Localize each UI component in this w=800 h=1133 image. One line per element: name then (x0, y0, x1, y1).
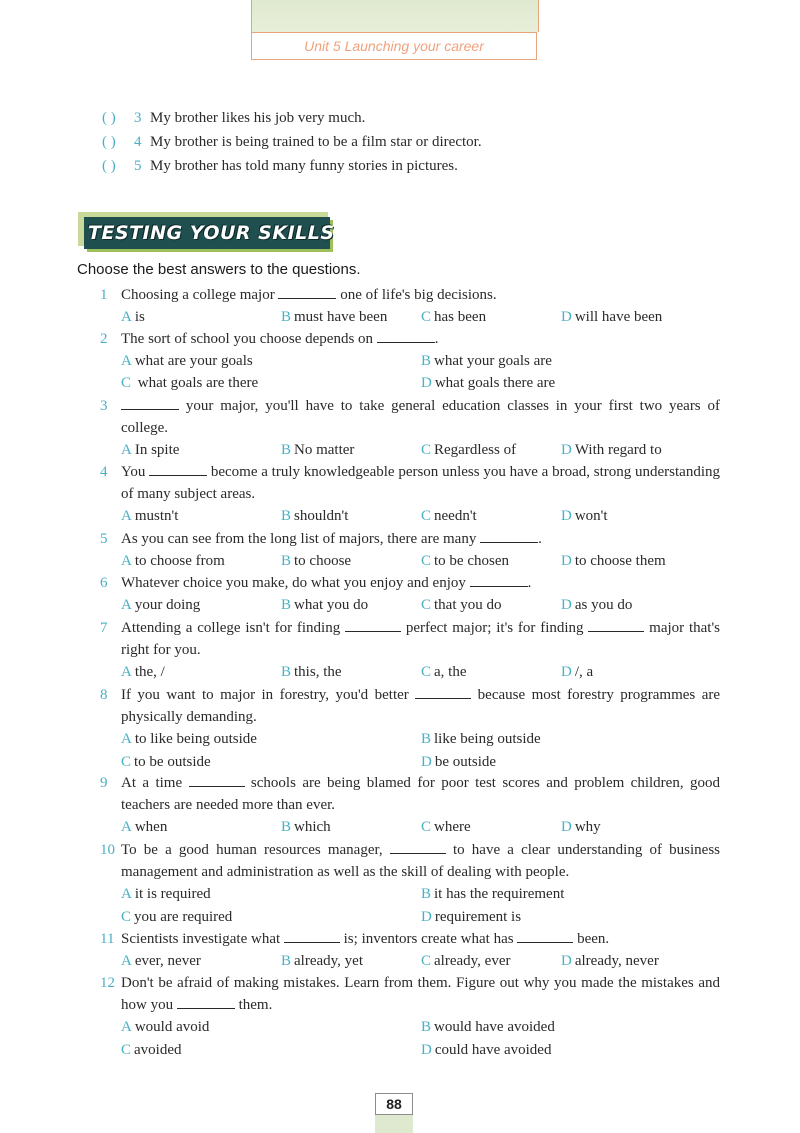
options-row (121, 306, 720, 328)
question-number: 3 (100, 398, 108, 414)
option-c[interactable] (121, 751, 211, 773)
option-d[interactable] (421, 1039, 551, 1061)
option-letter: A (121, 442, 132, 459)
option-c[interactable] (421, 439, 516, 461)
option-b[interactable] (281, 550, 351, 572)
option-a[interactable] (121, 350, 253, 372)
question-text-part: been. (573, 931, 610, 947)
option-text: requirement is (434, 908, 522, 925)
options-row (121, 1039, 720, 1061)
options-row (121, 439, 720, 461)
question-text-part: If you want to major in forestry, you'd better (121, 687, 416, 703)
option-d[interactable] (561, 550, 666, 572)
option-text: where (434, 819, 471, 836)
question-text (121, 528, 720, 550)
page-number: 88 (375, 1093, 413, 1115)
option-letter: C (421, 597, 432, 614)
option-letter: C (121, 375, 132, 392)
option-letter: A (121, 731, 132, 748)
option-b[interactable] (281, 306, 387, 328)
question-text-part: Don't be afraid of making mistakes. Learn from them. Figure out why you made the mistakes and how you (121, 975, 720, 1014)
options-row (121, 883, 720, 905)
option-a[interactable] (121, 439, 179, 461)
option-text: like being outside (434, 731, 541, 748)
answer-blank[interactable] (177, 995, 235, 1009)
question-text-part: Choosing a college major (121, 287, 279, 303)
question-11 (100, 928, 720, 972)
option-letter: C (121, 753, 132, 770)
option-a[interactable] (121, 594, 200, 616)
question-text (121, 395, 720, 439)
option-letter: D (561, 553, 572, 570)
option-letter: D (561, 664, 572, 681)
question-text-part: Attending a college isn't for finding (121, 620, 346, 636)
answer-blank[interactable] (189, 773, 245, 787)
option-text: to be chosen (434, 553, 509, 570)
option-letter: A (121, 553, 132, 570)
answer-blank[interactable] (345, 618, 401, 632)
options-row (121, 751, 720, 773)
options-row (121, 550, 720, 572)
option-letter: D (561, 597, 572, 614)
answer-blank[interactable] (470, 573, 528, 587)
question-number: 11 (100, 931, 115, 947)
question-4 (100, 461, 720, 528)
option-letter: B (281, 309, 292, 326)
option-a[interactable] (121, 883, 211, 905)
section-banner-title: TESTING YOUR SKILLS (88, 222, 335, 244)
option-d[interactable] (561, 816, 601, 838)
option-b[interactable] (281, 594, 368, 616)
option-d[interactable] (421, 751, 496, 773)
instruction: Choose the best answers to the questions. (77, 261, 361, 278)
option-text: be outside (434, 753, 497, 770)
option-c[interactable] (121, 372, 258, 394)
options-row (121, 594, 720, 616)
option-letter: B (281, 953, 292, 970)
option-text: mustn't (134, 508, 179, 525)
option-text: In spite (134, 442, 180, 459)
answer-paren: ( ) (102, 158, 116, 174)
option-text: already, ever (434, 953, 511, 970)
option-letter: A (121, 664, 132, 681)
option-c[interactable] (421, 950, 511, 972)
options-row (121, 372, 720, 394)
option-b[interactable] (281, 816, 331, 838)
option-text: what goals are there (134, 375, 259, 392)
question-text (121, 972, 720, 1016)
option-text: With regard to (574, 442, 662, 459)
question-number: 9 (100, 775, 108, 791)
question-text-part: At a time (121, 775, 189, 791)
option-letter: D (561, 442, 572, 459)
question-text-part: your major, you'll have to take general education classes in your first two years of college. (121, 398, 720, 437)
option-text: could have avoided (434, 1041, 552, 1058)
question-text-part: Scientists investigate what (121, 931, 284, 947)
question-text-part: You (121, 464, 150, 480)
question-number: 8 (100, 687, 108, 703)
option-a[interactable] (121, 661, 165, 683)
option-a[interactable] (121, 728, 257, 750)
option-b[interactable] (281, 661, 342, 683)
option-text: is (134, 309, 145, 326)
option-d[interactable] (561, 594, 632, 616)
option-text: has been (434, 309, 487, 326)
option-text: to be outside (134, 753, 211, 770)
question-number: 10 (100, 842, 115, 858)
question-text (121, 328, 720, 350)
option-text: it is required (134, 886, 211, 903)
question-6 (100, 572, 720, 616)
unit-title: Unit 5 Launching your career (251, 32, 537, 60)
option-c[interactable] (421, 594, 502, 616)
question-text-part: . (538, 531, 542, 547)
option-text: what you do (294, 597, 369, 614)
question-text-part: because most forestry programmes are physically demanding. (121, 687, 721, 726)
options-row (121, 906, 720, 928)
option-d[interactable] (421, 906, 521, 928)
option-text: would have avoided (434, 1019, 555, 1036)
option-letter: A (121, 886, 132, 903)
option-letter: C (421, 819, 432, 836)
option-text: already, yet (294, 953, 364, 970)
option-text: will have been (574, 309, 663, 326)
question-number: 2 (100, 331, 108, 347)
option-d[interactable] (561, 306, 662, 328)
option-text: No matter (294, 442, 355, 459)
option-letter: B (281, 508, 292, 525)
question-number: 7 (100, 620, 108, 636)
option-text: to choose them (574, 553, 666, 570)
question-number: 12 (100, 975, 115, 991)
options-row (121, 1016, 720, 1038)
option-text: you are required (134, 908, 233, 925)
option-c[interactable] (121, 1039, 182, 1061)
option-text: that you do (434, 597, 502, 614)
option-letter: D (421, 1041, 432, 1058)
option-letter: B (281, 819, 292, 836)
option-letter: C (421, 664, 432, 681)
option-d[interactable] (561, 505, 608, 527)
options-row (121, 350, 720, 372)
option-text: shouldn't (294, 508, 349, 525)
question-number: 1 (100, 287, 108, 303)
option-text: what are your goals (134, 353, 253, 370)
option-letter: D (561, 819, 572, 836)
option-text: a, the (434, 664, 467, 681)
question-text-part: schools are being blamed for poor test scores and problem children, good teachers are needed more than ever. (121, 775, 720, 814)
option-b[interactable] (421, 883, 564, 905)
question-7 (100, 617, 720, 684)
options-row (121, 816, 720, 838)
question-5 (100, 528, 720, 572)
statement-text: My brother has told many funny stories in pictures. (150, 158, 458, 174)
option-letter: D (421, 375, 432, 392)
option-letter: B (281, 664, 292, 681)
question-text (121, 928, 720, 950)
option-letter: A (121, 597, 132, 614)
question-number: 6 (100, 575, 108, 591)
option-d[interactable] (561, 950, 659, 972)
option-text: ever, never (134, 953, 201, 970)
option-letter: A (121, 508, 132, 525)
option-letter: C (421, 953, 432, 970)
option-text: as you do (574, 597, 633, 614)
option-b[interactable] (281, 950, 363, 972)
statement-number: 5 (134, 158, 142, 174)
option-b[interactable] (421, 350, 552, 372)
option-text: must have been (294, 309, 388, 326)
options-row (121, 728, 720, 750)
option-letter: B (421, 1019, 432, 1036)
statement-3 (102, 108, 365, 128)
question-3 (100, 395, 720, 462)
option-letter: C (121, 1041, 132, 1058)
options-row (121, 661, 720, 683)
question-text-part: Whatever choice you make, do what you enjoy and enjoy (121, 575, 470, 591)
option-text: Regardless of (434, 442, 517, 459)
answer-blank[interactable] (377, 329, 435, 343)
question-text (121, 617, 720, 661)
option-text: needn't (434, 508, 477, 525)
question-text-part: . (434, 331, 439, 347)
option-letter: D (421, 753, 432, 770)
question-text (121, 772, 720, 816)
option-d[interactable] (561, 661, 593, 683)
answer-blank[interactable] (415, 685, 471, 699)
statement-text: My brother likes his job very much. (150, 110, 366, 126)
option-a[interactable] (121, 950, 201, 972)
option-letter: B (281, 597, 292, 614)
option-text: what goals there are (434, 375, 556, 392)
option-text: when (134, 819, 168, 836)
answer-blank[interactable] (480, 529, 538, 543)
option-text: /, a (574, 664, 594, 681)
option-a[interactable] (121, 816, 167, 838)
option-b[interactable] (421, 728, 541, 750)
question-number: 5 (100, 531, 108, 547)
statement-number: 3 (134, 110, 142, 126)
option-text: avoided (134, 1041, 182, 1058)
option-text: which (294, 819, 331, 836)
option-text: it has the requirement (434, 886, 565, 903)
question-number: 4 (100, 464, 108, 480)
answer-paren: ( ) (102, 134, 116, 150)
question-text-part: perfect major; it's for finding (401, 620, 589, 636)
statement-5 (102, 156, 458, 176)
option-text: would avoid (134, 1019, 210, 1036)
answer-blank[interactable] (517, 929, 573, 943)
option-letter: C (421, 508, 432, 525)
option-c[interactable] (421, 816, 471, 838)
option-letter: B (421, 353, 432, 370)
question-text-part: to have a clear understanding of business management and administration as well as the skill of dealing with people. (121, 842, 720, 881)
question-text-part: become a truly knowledgeable person unless you have a broad, strong understanding of many subject areas. (121, 464, 720, 503)
option-letter: A (121, 353, 132, 370)
question-text-part: one of life's big decisions. (336, 287, 497, 303)
option-a[interactable] (121, 306, 145, 328)
question-text-part: them. (234, 997, 273, 1014)
option-c[interactable] (421, 661, 467, 683)
question-text (121, 461, 720, 505)
question-text-part: is; inventors create what has (339, 931, 518, 947)
option-letter: D (561, 953, 572, 970)
option-letter: A (121, 1019, 132, 1036)
answer-blank[interactable] (121, 396, 179, 410)
option-letter: C (421, 553, 432, 570)
question-8 (100, 684, 720, 773)
question-10 (100, 839, 720, 928)
question-text-part: As you can see from the long list of majors, there are many (121, 531, 481, 547)
answer-blank[interactable] (588, 618, 644, 632)
question-text (121, 839, 720, 883)
option-text: why (574, 819, 601, 836)
option-text: to choose from (134, 553, 225, 570)
statement-text: My brother is being trained to be a film star or director. (150, 134, 482, 150)
statement-4 (102, 132, 482, 152)
option-letter: A (121, 953, 132, 970)
question-text-part: major that's right for you. (121, 620, 720, 659)
statement-number: 4 (134, 134, 142, 150)
option-c[interactable] (421, 505, 477, 527)
option-text: to choose (294, 553, 352, 570)
option-text: already, never (574, 953, 659, 970)
option-b[interactable] (421, 1016, 555, 1038)
question-text-part: The sort of school you choose depends on (121, 331, 377, 347)
question-text-part: To be a good human resources manager, (121, 842, 390, 858)
option-letter: C (421, 309, 432, 326)
option-letter: D (421, 908, 432, 925)
option-letter: B (421, 731, 432, 748)
option-text: the, / (134, 664, 165, 681)
question-9 (100, 772, 720, 839)
question-1 (100, 284, 720, 328)
option-letter: A (121, 309, 132, 326)
option-letter: B (421, 886, 432, 903)
option-letter: D (561, 309, 572, 326)
option-c[interactable] (421, 306, 486, 328)
option-a[interactable] (121, 550, 225, 572)
answer-blank[interactable] (390, 840, 446, 854)
option-letter: C (421, 442, 432, 459)
answer-blank[interactable] (284, 929, 340, 943)
header-decoration (251, 0, 539, 32)
option-text: what your goals are (434, 353, 552, 370)
option-text: your doing (134, 597, 201, 614)
option-a[interactable] (121, 1016, 209, 1038)
option-text: to like being outside (134, 731, 257, 748)
answer-paren: ( ) (102, 110, 116, 126)
options-row (121, 505, 720, 527)
option-c[interactable] (421, 550, 509, 572)
option-letter: B (281, 553, 292, 570)
question-text (121, 572, 720, 594)
option-d[interactable] (421, 372, 555, 394)
question-12 (100, 972, 720, 1061)
option-letter: C (121, 908, 132, 925)
option-b[interactable] (281, 439, 354, 461)
question-text (121, 284, 720, 306)
option-c[interactable] (121, 906, 232, 928)
question-text (121, 684, 720, 728)
option-letter: B (281, 442, 292, 459)
option-letter: A (121, 819, 132, 836)
option-letter: D (561, 508, 572, 525)
option-b[interactable] (281, 505, 348, 527)
options-row (121, 950, 720, 972)
option-a[interactable] (121, 505, 178, 527)
question-text-part: . (527, 575, 532, 591)
option-text: won't (574, 508, 608, 525)
answer-blank[interactable] (149, 462, 207, 476)
option-text: this, the (294, 664, 342, 681)
question-2 (100, 328, 720, 395)
answer-blank[interactable] (278, 285, 336, 299)
option-d[interactable] (561, 439, 662, 461)
